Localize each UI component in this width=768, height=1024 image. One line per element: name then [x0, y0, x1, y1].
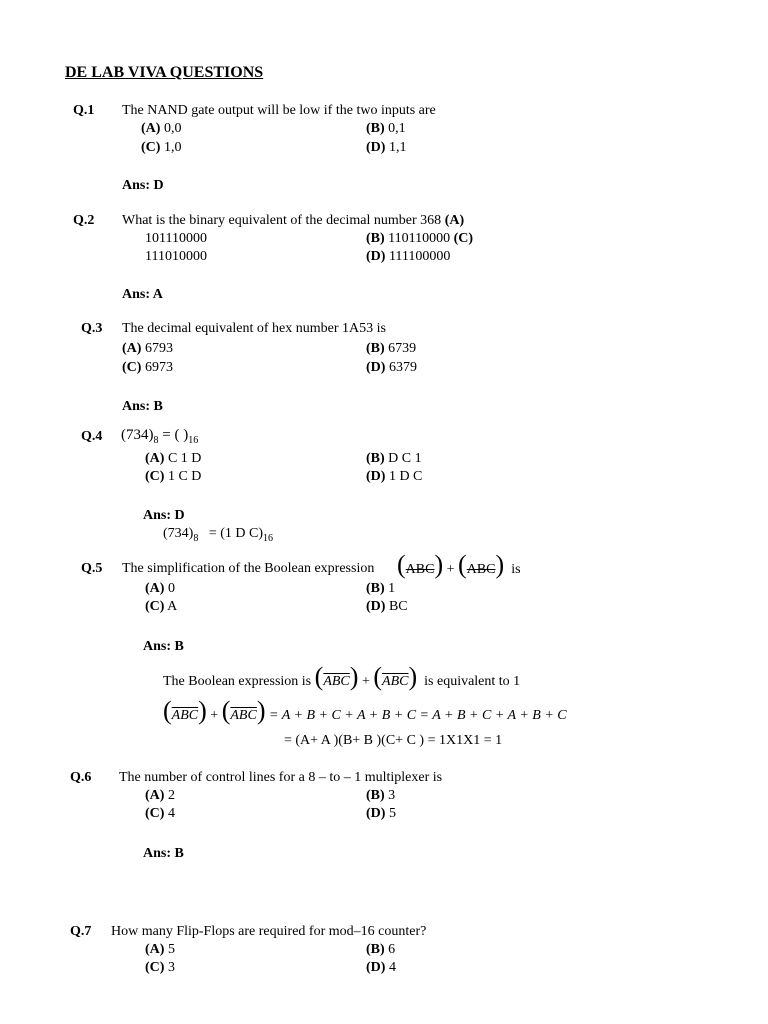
- q2-option-d: (D) 111100000: [366, 249, 451, 264]
- q3-option-c: (C) 6973: [122, 360, 173, 375]
- q6-option-a: (A) 2: [145, 788, 175, 803]
- q7-option-a: (A) 5: [145, 942, 175, 957]
- q5-answer: Ans: B: [143, 639, 184, 654]
- q7-option-d: (D) 4: [366, 960, 396, 975]
- q1-answer: Ans: D: [122, 178, 164, 193]
- q4-number: Q.4: [81, 429, 103, 444]
- q6-number: Q.6: [70, 770, 92, 785]
- q4-option-a: (A) C 1 D: [145, 451, 202, 466]
- q3-option-d: (D) 6379: [366, 360, 417, 375]
- q4-option-c: (C) 1 C D: [145, 469, 202, 484]
- q4-expression: $(734)_8$ = ( )$_{16}$: [121, 427, 199, 446]
- q7-text: How many Flip-Flops are required for mod–16 counter?: [111, 924, 427, 939]
- q4-solution: $(734)_8$ = (1 D $C)_{16}$: [163, 526, 273, 544]
- q3-number: Q.3: [81, 321, 103, 336]
- q1-option-d: (D) 1,1: [366, 140, 407, 155]
- q5-number: Q.5: [81, 561, 103, 576]
- q5-solution-line2: $(\overline{ABC}) + (\overline{ABC}) = A + B + C + A + B + C = A + B + C + A + B + C$: [163, 696, 567, 725]
- q7-option-c: (C) 3: [145, 960, 175, 975]
- q3-option-b: (B) 6739: [366, 341, 417, 356]
- q5-option-a: (A) 0: [145, 581, 175, 596]
- q5-option-c: (C) A: [145, 599, 178, 614]
- q6-text: The number of control lines for a 8 – to – 1 multiplexer is: [119, 770, 443, 785]
- q5-option-d: (D) BC: [366, 599, 408, 614]
- q1-text: The NAND gate output will be low if the two inputs are: [122, 103, 436, 118]
- q7-number: Q.7: [70, 924, 92, 939]
- q2-option-a-value: 101110000: [145, 231, 207, 246]
- q1-option-c: (C) 1,0: [141, 140, 182, 155]
- q5-expression: (ABC) + (ABC) is: [397, 550, 521, 579]
- q4-option-b: (B) D C 1: [366, 451, 422, 466]
- q5-solution-line1: The Boolean expression is $(\overline{ABC}) + (\overline{ABC})$ is equivalent to 1: [163, 662, 521, 691]
- q4-answer: Ans: D: [143, 508, 185, 523]
- q6-option-b: (B) 3: [366, 788, 396, 803]
- q6-answer: Ans: B: [143, 846, 184, 861]
- q3-answer: Ans: B: [122, 399, 163, 414]
- q7-option-b: (B) 6: [366, 942, 396, 957]
- page-title: DE LAB VIVA QUESTIONS: [65, 64, 264, 81]
- q2-number: Q.2: [73, 213, 95, 228]
- q2-text: What is the binary equivalent of the decimal number 368 (A): [122, 213, 465, 228]
- q2-option-c-value: 111010000: [145, 249, 207, 264]
- q6-option-c: (C) 4: [145, 806, 175, 821]
- q5-option-b: (B) 1: [366, 581, 396, 596]
- q4-option-d: (D) 1 D C: [366, 469, 423, 484]
- q3-text: The decimal equivalent of hex number 1A53 is: [122, 321, 386, 336]
- q1-option-b: (B) 0,1: [366, 121, 406, 136]
- q2-answer: Ans: A: [122, 287, 163, 302]
- q2-option-b: (B) 110110000 (C): [366, 231, 474, 246]
- q1-number: Q.1: [73, 103, 95, 118]
- q5-text: The simplification of the Boolean expression: [122, 561, 375, 576]
- q1-option-a: (A) 0,0: [141, 121, 182, 136]
- q3-option-a: (A) 6793: [122, 341, 173, 356]
- q6-option-d: (D) 5: [366, 806, 396, 821]
- q5-solution-line3: = (A+ A )(B+ B )(C+ C ) = 1X1X1 = 1: [284, 733, 503, 748]
